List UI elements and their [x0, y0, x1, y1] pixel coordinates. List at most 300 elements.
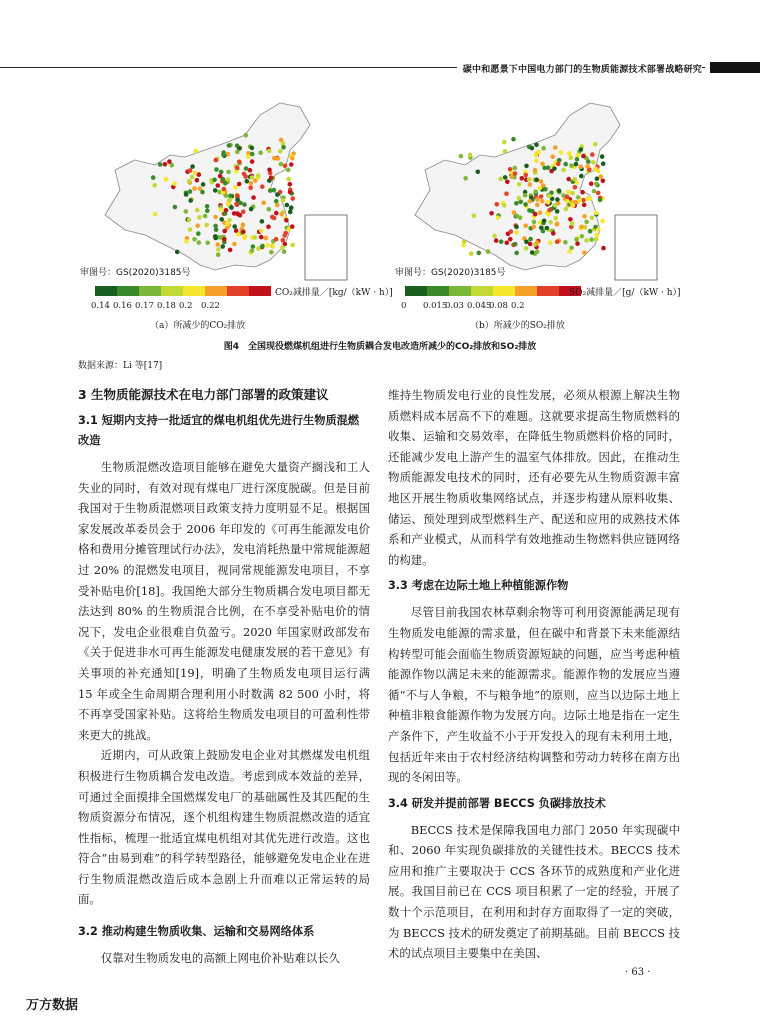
power-plant-dot: [278, 149, 283, 154]
power-plant-dot: [249, 207, 254, 212]
power-plant-dot: [546, 200, 551, 205]
power-plant-dot: [561, 168, 566, 173]
power-plant-dot: [566, 177, 571, 182]
paragraph: 近期内，可从政策上鼓励发电企业对其燃煤发电机组积极进行生物质耦合发电改造。考虑到成本效益的差异，可通过全面摸排全国燃煤发电厂的基础属性及其匹配的生物质资源分布情况，逐个机组构建生物质混燃改造的适宜性指标，梳理一批适宜煤电机组对其优先进行改造。这也符合“由易到难”的科学转型路径，能够避免发电企业在进行生物质混燃改造后成本急剧上升而难以正常运转的局面。: [78, 748, 370, 907]
power-plant-dot: [274, 237, 279, 242]
power-plant-dot: [267, 168, 272, 173]
power-plant-dot: [528, 237, 533, 242]
power-plant-dot: [241, 230, 246, 235]
legend-swatch: [183, 286, 205, 296]
running-title: 碳中和愿景下中国电力部门的生物质能源技术部署战略研究: [457, 62, 702, 75]
power-plant-dot: [523, 193, 528, 198]
power-plant-dot: [256, 246, 261, 251]
power-plant-dot: [222, 229, 227, 234]
power-plant-dot: [188, 198, 193, 203]
legend-tick-label: 0.22: [201, 301, 220, 311]
power-plant-dot: [574, 162, 579, 167]
power-plant-dot: [286, 177, 291, 182]
power-plant-dot: [214, 167, 219, 172]
power-plant-dot: [260, 184, 265, 189]
power-plant-dot: [575, 157, 580, 162]
power-plant-dot: [590, 152, 595, 157]
power-plant-dot: [236, 232, 241, 237]
power-plant-dot: [594, 182, 599, 187]
power-plant-dot: [546, 165, 551, 170]
power-plant-dot: [190, 175, 195, 180]
power-plant-dot: [552, 166, 557, 171]
legend-swatch: [117, 286, 139, 296]
power-plant-dot: [246, 154, 251, 159]
power-plant-dot: [530, 250, 535, 255]
power-plant-dot: [524, 173, 529, 178]
power-plant-dot: [213, 215, 218, 220]
power-plant-dot: [569, 163, 574, 168]
power-plant-dot: [289, 162, 294, 167]
south-sea-inset: [305, 215, 347, 280]
power-plant-dot: [283, 164, 288, 169]
power-plant-dot: [194, 149, 199, 154]
power-plant-dot: [241, 222, 246, 227]
subsection-heading-3-2: 3.2 推动构建生物质收集、运输和交易网络体系: [78, 925, 315, 939]
power-plant-dot: [590, 216, 595, 221]
power-plant-dot: [265, 243, 270, 248]
power-plant-dot: [215, 242, 220, 247]
power-plant-dot: [514, 201, 519, 206]
power-plant-dot: [598, 198, 603, 203]
power-plant-dot: [499, 239, 504, 244]
power-plant-dot: [563, 162, 568, 167]
power-plant-dot: [504, 191, 509, 196]
power-plant-dot: [151, 175, 156, 180]
power-plant-dot: [279, 138, 284, 143]
power-plant-dot: [204, 223, 209, 228]
power-plant-dot: [584, 238, 589, 243]
power-plant-dot: [520, 176, 525, 181]
power-plant-dot: [219, 207, 224, 212]
power-plant-dot: [535, 249, 540, 254]
power-plant-dot: [535, 197, 540, 202]
power-plant-dot: [579, 225, 584, 230]
power-plant-dot: [477, 251, 482, 256]
power-plant-dot: [241, 210, 246, 215]
power-plant-dot: [579, 174, 584, 179]
power-plant-dot: [513, 242, 518, 247]
power-plant-dot: [581, 154, 586, 159]
power-plant-dot: [547, 194, 552, 199]
power-plant-dot: [267, 149, 272, 154]
legend-tick-label: 0.14: [91, 301, 110, 311]
power-plant-dot: [547, 208, 552, 213]
power-plant-dot: [172, 181, 177, 186]
power-plant-dot: [555, 209, 560, 214]
power-plant-dot: [593, 142, 598, 147]
power-plant-dot: [195, 208, 200, 213]
power-plant-dot: [596, 191, 601, 196]
power-plant-dot: [575, 241, 580, 246]
power-plant-dot: [250, 175, 255, 180]
co2-legend: [91, 286, 393, 316]
power-plant-dot: [528, 182, 533, 187]
power-plant-dot: [535, 203, 540, 208]
power-plant-dot: [533, 212, 538, 217]
power-plant-dot: [495, 202, 500, 207]
legend-swatch: [139, 286, 161, 296]
power-plant-dot: [242, 202, 247, 207]
power-plant-dot: [539, 194, 544, 199]
legend-swatch: [205, 286, 227, 296]
legend-tick-label: 0.03: [445, 301, 464, 311]
map-approval-number: 审图号：GS(2020)3185号: [80, 268, 191, 278]
power-plant-dot: [536, 150, 541, 155]
power-plant-dot: [591, 160, 596, 165]
power-plant-dot: [225, 222, 230, 227]
power-plant-dot: [459, 154, 464, 159]
power-plant-dot: [517, 182, 522, 187]
power-plant-dot: [288, 190, 293, 195]
power-plant-dot: [281, 198, 286, 203]
power-plant-dot: [290, 196, 295, 201]
subcaption-b: （b）所减少的SO₂排放: [470, 321, 565, 331]
power-plant-dot: [569, 155, 574, 160]
power-plant-dot: [259, 235, 264, 240]
page-number: · 63 ·: [625, 967, 651, 978]
power-plant-dot: [216, 183, 221, 188]
power-plant-dot: [220, 244, 225, 249]
power-plant-dot: [551, 231, 556, 236]
power-plant-dot: [250, 146, 255, 151]
paragraph: 仅靠对生物质发电的高额上网电价补贴难以长久: [100, 951, 341, 966]
co2-legend-unit: CO₂减排量／[kg/（kW · h）]: [275, 288, 393, 298]
power-plant-dot: [266, 225, 271, 230]
so2-legend: [401, 286, 695, 316]
power-plant-dot: [578, 164, 583, 169]
power-plant-dot: [269, 176, 274, 181]
power-plant-dot: [274, 211, 279, 216]
power-plant-dot: [580, 234, 585, 239]
power-plant-dot: [564, 207, 569, 212]
power-plant-dot: [243, 234, 248, 239]
power-plant-dot: [153, 212, 158, 217]
power-plant-dot: [596, 227, 601, 232]
power-plant-dot: [585, 164, 590, 169]
power-plant-dot: [190, 164, 195, 169]
power-plant-dot: [288, 182, 293, 187]
power-plant-dot: [193, 170, 198, 175]
power-plant-dot: [469, 251, 474, 256]
power-plant-dot: [235, 150, 240, 155]
so2-reduction-map: [395, 95, 690, 295]
paragraph: 尽管目前我国农林草剩余物等可利用资源能满足现有生物质发电能源的需求量，但在碳中和背景下未来能源结构转型可能会面临生物质资源短缺的问题，应当考虑种植能源作物以满足未来的能源需求。能源作物的发展应当遵循“不与人争粮，不与粮争地”的原则，应当以边际土地上种植非粮食能源作物为发展方向。边际土地是指在一定生产条件下，产生收益不小于开发投入的现有未利用土地，包括近年来由于农村经济结构调整和劳动力转移在南方出现的冬闲田等。: [388, 605, 680, 785]
power-plant-dot: [222, 187, 227, 192]
power-plant-dot: [505, 180, 510, 185]
power-plant-dot: [175, 250, 180, 255]
power-plant-dot: [196, 231, 201, 236]
power-plant-dot: [249, 181, 254, 186]
power-plant-dot: [573, 185, 578, 190]
legend-swatch: [249, 286, 271, 296]
legend-tick-label: 0.2: [511, 301, 525, 311]
power-plant-dot: [248, 168, 253, 173]
power-plant-dot: [511, 137, 516, 142]
power-plant-dot: [259, 229, 264, 234]
power-plant-dot: [502, 203, 507, 208]
power-plant-dot: [472, 214, 477, 219]
power-plant-dot: [288, 210, 293, 215]
power-plant-dot: [527, 177, 532, 182]
so2-legend-unit: SO₂减排量／[g/（kW · h）]: [569, 288, 681, 298]
power-plant-dot: [261, 201, 266, 206]
power-plant-dot: [524, 240, 529, 245]
power-plant-dot: [571, 203, 576, 208]
power-plant-dot: [192, 186, 197, 191]
legend-swatch: [493, 286, 515, 296]
co2-reduction-map: [80, 95, 380, 295]
power-plant-dot: [594, 211, 599, 216]
power-plant-dot: [258, 150, 263, 155]
power-plant-dot: [164, 177, 169, 182]
power-plant-dot: [539, 179, 544, 184]
power-plant-dot: [205, 241, 210, 246]
power-plant-dot: [476, 170, 481, 175]
power-plant-dot: [232, 242, 237, 247]
power-plant-dot: [555, 197, 560, 202]
power-plant-dot: [517, 196, 522, 201]
legend-swatch: [95, 286, 117, 296]
power-plant-dot: [524, 164, 529, 169]
power-plant-dot: [219, 170, 224, 175]
power-plant-dot: [237, 160, 242, 165]
power-plant-dot: [221, 150, 226, 155]
power-plant-dot: [573, 177, 578, 182]
power-plant-dot: [563, 240, 568, 245]
power-plant-dot: [260, 219, 265, 224]
power-plant-dot: [284, 231, 289, 236]
power-plant-dot: [281, 145, 286, 150]
power-plant-dot: [534, 177, 539, 182]
legend-tick-label: 0.18: [157, 301, 176, 311]
power-plant-dot: [279, 212, 284, 217]
power-plant-dot: [530, 146, 535, 151]
legend-swatch: [515, 286, 537, 296]
data-source: 数据来源：Li 等[17]: [78, 361, 163, 371]
power-plant-dot: [589, 237, 594, 242]
publisher-watermark: 万方数据: [26, 998, 79, 1013]
china-outline: [415, 103, 620, 270]
power-plant-dot: [216, 252, 221, 257]
legend-swatch: [537, 286, 559, 296]
power-plant-dot: [184, 239, 189, 244]
power-plant-dot: [213, 188, 218, 193]
power-plant-dot: [227, 218, 232, 223]
power-plant-dot: [489, 211, 494, 216]
power-plant-dot: [601, 246, 606, 251]
power-plant-dot: [502, 140, 507, 145]
power-plant-dot: [224, 208, 229, 213]
power-plant-dot: [463, 176, 468, 181]
power-plant-dot: [528, 199, 533, 204]
power-plant-dot: [248, 186, 253, 191]
legend-tick-label: 0.015: [423, 301, 448, 311]
power-plant-dot: [494, 238, 499, 243]
power-plant-dot: [468, 153, 473, 158]
power-plant-dot: [553, 145, 558, 150]
power-plant-dot: [188, 189, 193, 194]
subcaption-a: （a）所减少的CO₂排放: [150, 321, 246, 331]
paragraph: 生物质混燃改造项目能够在避免大量资产搁浅和工人失业的同时，有效对现有煤电厂进行深度脱碳。但是目前我国对于生物质混燃项目政策支持力度明显不足。根据国家发展改革委员会于 2006 年印发的《可再生能源发电价格和费用分摊管理试行办法》，发电消耗热量中常规能源超过 20% 的混燃发电项目，视同常规能源发电项目，不享受补贴电价[18]。我国绝大部分生物质耦合发电项目都无法达到 80% 的生物质混合比例，在不享受补贴电价的情况下，发电企业很难自负盈亏。2020 年国家财政部发布《关于促进非水可再生能源发电健康发展的若干意见》有关事项的补充通知[19]，明确了生物质发电项目运行满 15 年或全生命周期合理利用小时数满 82 500 小时，将不再享受国家补贴。这将给生物质发电项目的可盈利性带来更大的挑战。: [78, 460, 370, 742]
power-plant-dot: [280, 245, 285, 250]
power-plant-dot: [188, 227, 193, 232]
power-plant-dot: [226, 202, 231, 207]
right-column: [388, 385, 680, 964]
power-plant-dot: [512, 210, 517, 215]
power-plant-dot: [461, 243, 466, 248]
power-plant-dot: [513, 166, 518, 171]
legend-swatch: [427, 286, 449, 296]
power-plant-dot: [250, 159, 255, 164]
power-plant-dot: [538, 210, 543, 215]
power-plant-dot: [565, 199, 570, 204]
power-plant-dot: [555, 239, 560, 244]
power-plant-dot: [553, 203, 558, 208]
power-plant-dot: [152, 183, 157, 188]
power-plant-dot: [235, 165, 240, 170]
power-plant-dot: [184, 192, 189, 197]
power-plant-dot: [582, 251, 587, 256]
power-plant-dot: [227, 143, 232, 148]
power-plant-dot: [233, 185, 238, 190]
south-sea-inset: [615, 215, 657, 280]
power-plant-dot: [269, 250, 274, 255]
power-plant-dot: [513, 171, 518, 176]
power-plant-dot: [523, 223, 528, 228]
power-plant-dot: [256, 173, 261, 178]
legend-tick-label: 0.17: [135, 301, 154, 311]
power-plant-dot: [600, 219, 605, 224]
power-plant-dot: [205, 204, 210, 209]
power-plant-dot: [213, 234, 218, 239]
power-plant-dot: [236, 212, 241, 217]
power-plant-dot: [286, 168, 291, 173]
power-plant-dot: [214, 158, 219, 163]
power-plant-dot: [492, 234, 497, 239]
power-plant-dot: [290, 224, 295, 229]
power-plant-dot: [260, 244, 265, 249]
power-plant-dot: [216, 247, 221, 252]
power-plant-dot: [270, 215, 275, 220]
subsection-heading-3-4: 3.4 研发并提前部署 BECCS 负碳排放技术: [388, 796, 606, 810]
power-plant-dot: [219, 217, 224, 222]
power-plant-dot: [508, 237, 513, 242]
power-plant-dot: [243, 174, 248, 179]
power-plant-dot: [582, 203, 587, 208]
power-plant-dot: [201, 182, 206, 187]
power-plant-dot: [548, 220, 553, 225]
power-plant-dot: [548, 240, 553, 245]
power-plant-dot: [195, 178, 200, 183]
power-plant-dot: [575, 153, 580, 158]
power-plant-dot: [235, 197, 240, 202]
power-plant-dot: [272, 188, 277, 193]
power-plant-dot: [251, 195, 256, 200]
power-plant-dot: [574, 237, 579, 242]
power-plant-dot: [271, 244, 276, 249]
power-plant-dot: [550, 155, 555, 160]
power-plant-dot: [592, 189, 597, 194]
power-plant-dot: [232, 224, 237, 229]
power-plant-dot: [195, 223, 200, 228]
legend-tick-label: 0: [401, 301, 407, 311]
power-plant-dot: [593, 167, 598, 172]
power-plant-dot: [226, 170, 231, 175]
header-black-bar: [710, 62, 760, 73]
power-plant-dot: [505, 241, 510, 246]
power-plant-dot: [276, 156, 281, 161]
power-plant-dot: [214, 227, 219, 232]
legend-swatch: [471, 286, 493, 296]
power-plant-dot: [275, 203, 280, 208]
power-plant-dot: [565, 194, 570, 199]
power-plant-dot: [588, 229, 593, 234]
power-plant-dot: [223, 181, 228, 186]
power-plant-dot: [496, 215, 501, 220]
power-plant-dot: [514, 251, 519, 256]
subsection-heading-3-1: 3.1 短期内支持一批适宜的煤电机组优先进行生物质混燃改造: [78, 414, 360, 447]
power-plant-dot: [523, 202, 528, 207]
power-plant-dot: [229, 205, 234, 210]
power-plant-dot: [205, 209, 210, 214]
power-plant-dot: [533, 190, 538, 195]
power-plant-dot: [524, 246, 529, 251]
power-plant-dot: [200, 190, 205, 195]
legend-tick-label: 0.16: [113, 301, 132, 311]
power-plant-dot: [585, 196, 590, 201]
legend-tick-label: 0.08: [489, 301, 508, 311]
legend-swatch: [449, 286, 471, 296]
power-plant-dot: [557, 188, 562, 193]
power-plant-dot: [532, 220, 537, 225]
power-plant-dot: [163, 162, 168, 167]
power-plant-dot: [290, 156, 295, 161]
power-plant-dot: [559, 150, 564, 155]
power-plant-dot: [566, 190, 571, 195]
power-plant-dot: [222, 237, 227, 242]
power-plant-dot: [282, 249, 287, 254]
paragraph: BECCS 技术是保障我国电力部门 2050 年实现碳中和、2060 年实现负碳排放的关键性技术。BECCS 技术应用和推广主要取决于 CCS 各环节的成熟度和产业化进展。我国目前已在 CCS 项目积累了一定的经验，开展了数十个示范项目，在利用和封存方面取得了一定的突破，为 BECCS 技术的研发奠定了前期基础。目前 BECCS 技术的试点项目主要集中在美国、: [388, 822, 680, 961]
power-plant-dot: [540, 199, 545, 204]
power-plant-dot: [279, 162, 284, 167]
power-plant-dot: [503, 149, 508, 154]
power-plant-dot: [226, 177, 231, 182]
power-plant-dot: [594, 237, 599, 242]
power-plant-dot: [555, 221, 560, 226]
power-plant-dot: [250, 249, 255, 254]
power-plant-dot: [267, 207, 272, 212]
power-plant-dot: [580, 190, 585, 195]
power-plant-dot: [244, 133, 249, 138]
power-plant-dot: [212, 178, 217, 183]
power-plant-dot: [228, 248, 233, 253]
power-plant-dot: [539, 226, 544, 231]
power-plant-dot: [250, 152, 255, 157]
paragraph-continued: 维持生物质发电行业的良性发展，必须从根源上解决生物质燃料成本居高不下的难题。这就要求提高生物质燃料的收集、运输和交易效率，在降低生物质燃料价格的同时，还能减少发电上游产生的温室气体排放。因此，在推动生物质能源发电技术的同时，还有必要先从生物质资源丰富地区开展生物质收集网络试点，并逐步构建从原料收集、储运、预处理到成型燃料生产、配送和应用的成熟技术体系和产业模式，从而科学有效地推动生物燃料供应链网络的构建。: [388, 388, 680, 567]
legend-swatch: [161, 286, 183, 296]
power-plant-dot: [197, 215, 202, 220]
power-plant-dot: [567, 151, 572, 156]
power-plant-dot: [598, 174, 603, 179]
power-plant-dot: [192, 237, 197, 242]
power-plant-dot: [228, 194, 233, 199]
power-plant-dot: [545, 226, 550, 231]
